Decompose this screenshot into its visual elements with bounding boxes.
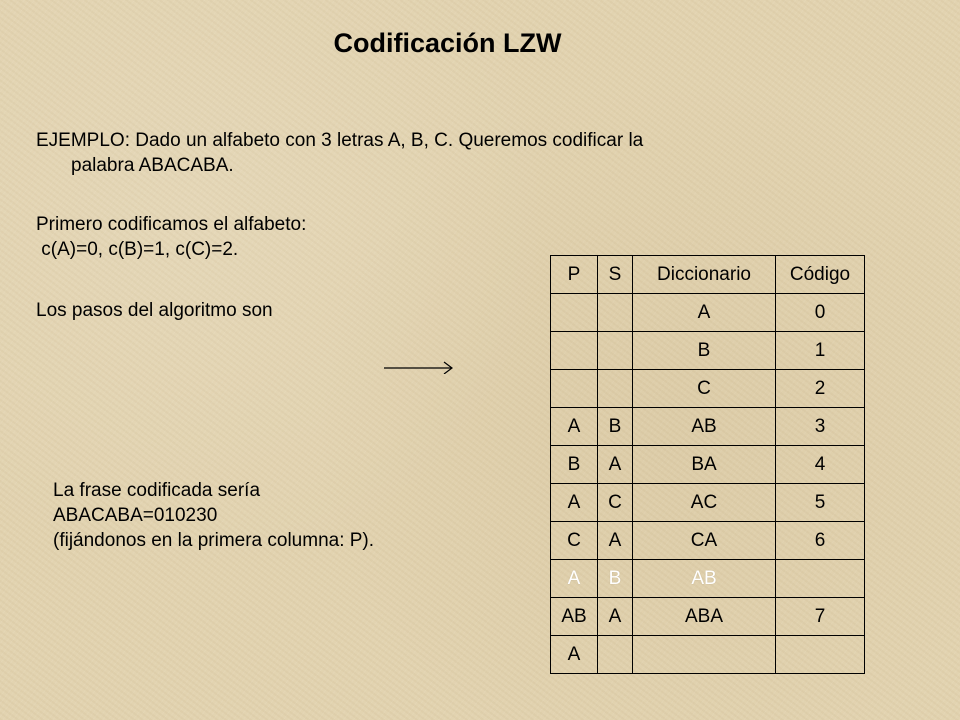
table-row — [551, 484, 865, 522]
table-row — [551, 408, 865, 446]
cell-p — [551, 332, 598, 370]
cell-s — [598, 294, 633, 332]
cell-s: C — [598, 484, 633, 522]
cell-codigo: 4 — [776, 446, 865, 484]
table-row — [551, 522, 865, 560]
alphabet-text — [36, 212, 306, 262]
table-row — [551, 560, 865, 598]
cell-p — [551, 370, 598, 408]
cell-diccionario: AB — [633, 408, 776, 446]
cell-codigo: 0 — [776, 294, 865, 332]
cell-diccionario: C — [633, 370, 776, 408]
slide-title: Codificación LZW — [333, 28, 562, 58]
cell-codigo — [776, 636, 865, 674]
table-row — [551, 370, 865, 408]
example-line-2: palabra ABACABA. — [71, 155, 234, 176]
cell-s: B — [598, 560, 633, 598]
cell-diccionario: A — [633, 294, 776, 332]
cell-p: A — [551, 484, 598, 522]
cell-codigo: 1 — [776, 332, 865, 370]
cell-diccionario: B — [633, 332, 776, 370]
cell-codigo: 3 — [776, 408, 865, 446]
arrow-right-icon — [383, 358, 455, 374]
cell-s — [598, 370, 633, 408]
table-row — [551, 332, 865, 370]
cell-codigo: 2 — [776, 370, 865, 408]
cell-s: B — [598, 408, 633, 446]
example-line-1: EJEMPLO: Dado un alfabeto con 3 letras A, B, C. Queremos codificar la — [36, 130, 644, 151]
cell-p: A — [551, 560, 598, 598]
example-text — [36, 128, 836, 178]
table-header-row — [551, 256, 865, 294]
cell-s — [598, 636, 633, 674]
result-line-3: (fijándonos en la primera columna: P). — [53, 530, 375, 551]
cell-s — [598, 332, 633, 370]
table-row — [551, 598, 865, 636]
header-p: P — [551, 256, 598, 294]
cell-codigo — [776, 560, 865, 598]
cell-s: A — [598, 522, 633, 560]
table-row — [551, 294, 865, 332]
result-line-2: ABACABA=010230 — [53, 505, 218, 526]
lzw-table — [550, 255, 865, 674]
cell-p: C — [551, 522, 598, 560]
cell-diccionario: ABA — [633, 598, 776, 636]
cell-s: A — [598, 446, 633, 484]
cell-diccionario: BA — [633, 446, 776, 484]
cell-s: A — [598, 598, 633, 636]
cell-diccionario: CA — [633, 522, 776, 560]
cell-p — [551, 294, 598, 332]
alphabet-line-2: c(A)=0, c(B)=1, c(C)=2. — [36, 239, 239, 260]
cell-codigo: 6 — [776, 522, 865, 560]
header-s: S — [598, 256, 633, 294]
result-line-1: La frase codificada sería — [53, 480, 261, 501]
table-row — [551, 446, 865, 484]
header-diccionario: Diccionario — [633, 256, 776, 294]
alphabet-line-1: Primero codificamos el alfabeto: — [36, 214, 307, 235]
cell-p: B — [551, 446, 598, 484]
cell-p: A — [551, 408, 598, 446]
header-codigo: Código — [776, 256, 865, 294]
steps-text: Los pasos del algoritmo son — [36, 300, 273, 321]
result-text — [53, 478, 374, 553]
cell-diccionario: AB — [633, 560, 776, 598]
cell-codigo: 7 — [776, 598, 865, 636]
cell-diccionario: AC — [633, 484, 776, 522]
cell-p: AB — [551, 598, 598, 636]
cell-p: A — [551, 636, 598, 674]
cell-diccionario — [633, 636, 776, 674]
cell-codigo: 5 — [776, 484, 865, 522]
table-row — [551, 636, 865, 674]
